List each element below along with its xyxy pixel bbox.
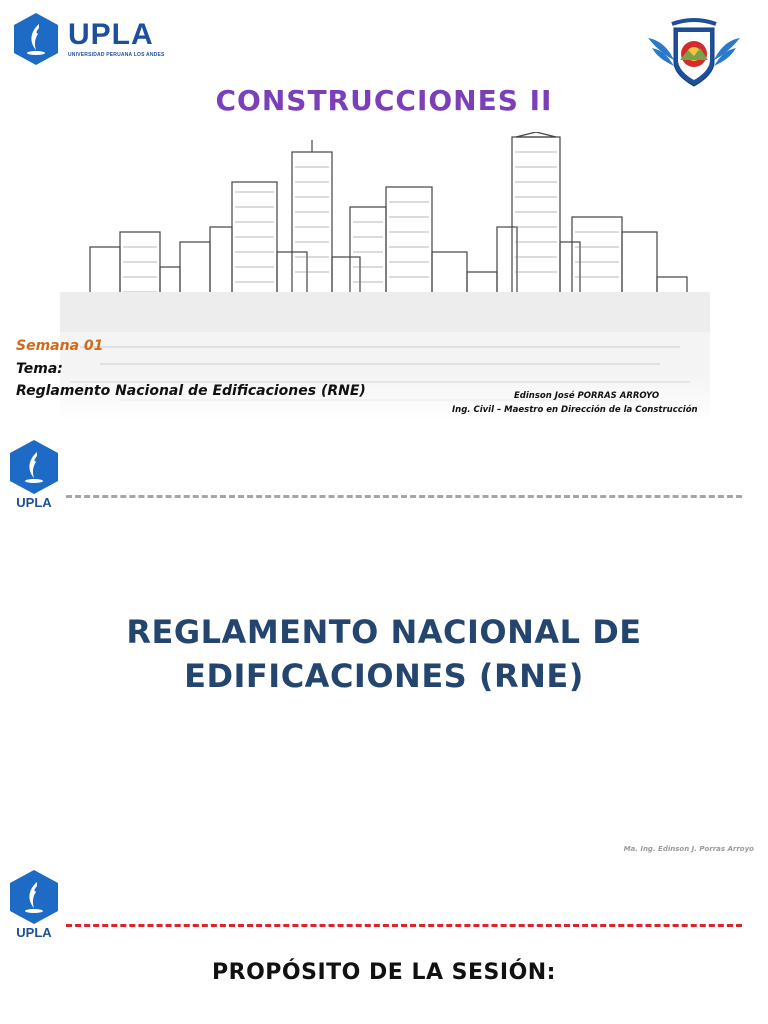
logo-wordmark: UPLA [68,18,154,51]
upla-logo-small [8,868,60,940]
main-title [0,610,768,698]
logo-wordmark: UPLA [16,925,52,940]
upla-logo-icon [12,12,60,66]
author-name: Edinson José PORRAS ARROYO [514,391,660,401]
divider-dashed-gray [66,495,742,498]
main-title-line2: EDIFICACIONES (RNE) [184,657,584,695]
footer-author: Ma. Ing. Edinson J. Porras Arroyo [623,845,754,853]
upla-logo-icon [8,868,60,924]
topic-label: Tema: [16,361,63,377]
topic-title: Reglamento Nacional de Edificaciones (RNE) [16,383,366,399]
logo-wordmark: UPLA [16,495,52,510]
upla-logo-icon [8,438,60,494]
city-skyline-sketch [60,132,710,422]
slide-purpose [0,862,768,1024]
upla-logo-small [8,438,60,510]
logo-subtext: UNIVERSIDAD PERUANA LOS ANDES [68,52,165,58]
slide-title [0,0,768,428]
week-label: Semana 01 [16,338,104,354]
divider-dashed-red [66,924,742,927]
institution-crest-icon [644,16,744,90]
main-title-line1: REGLAMENTO NACIONAL DE [126,613,642,651]
slide-rne-title [0,430,768,860]
session-purpose-heading: PROPÓSITO DE LA SESIÓN: [212,960,556,985]
upla-logo [12,12,165,66]
course-title: CONSTRUCCIONES II [215,84,553,117]
author-credentials: Ing. Civil – Maestro en Dirección de la Construcción [452,405,698,415]
